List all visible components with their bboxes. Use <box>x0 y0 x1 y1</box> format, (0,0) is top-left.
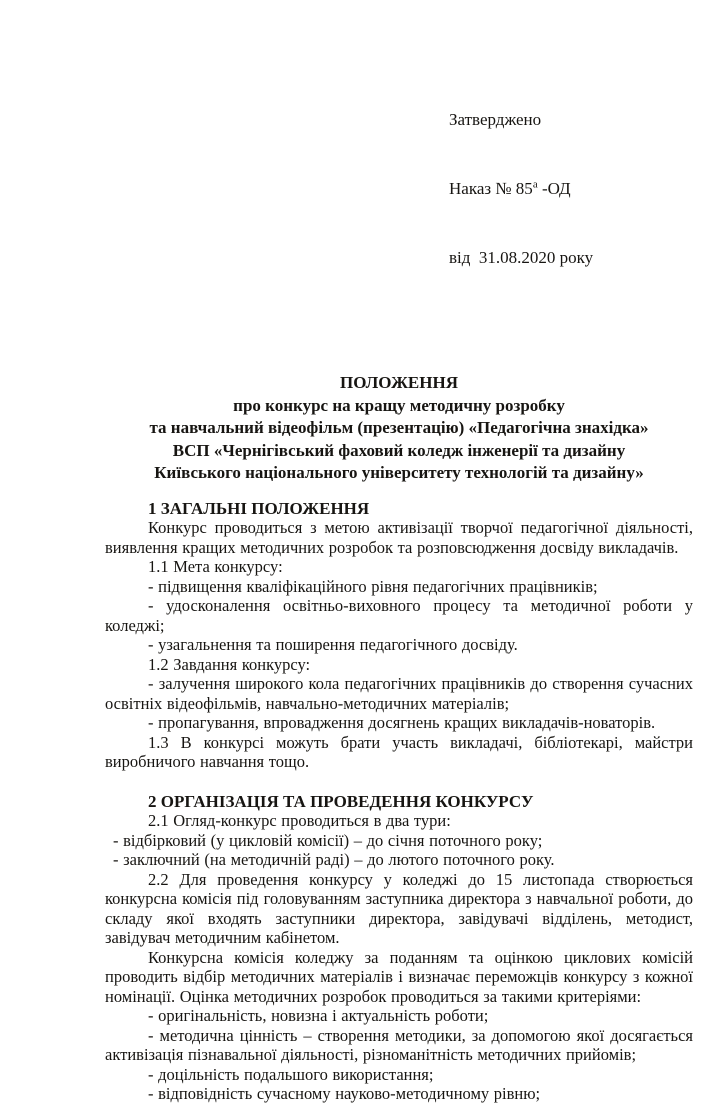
title-line-2: про конкурс на кращу методичну розробку <box>233 395 565 415</box>
section-organization <box>105 792 693 1104</box>
list-item: - методична цінність – створення методики, за допомогою якої досягається активізація пізнавальної діяльності, різноманітність методичних прийомів; <box>105 1025 693 1064</box>
clause-1-1: 1.1 Мета конкурсу: <box>148 557 283 576</box>
section-2-heading: 2 ОРГАНІЗАЦІЯ ТА ПРОВЕДЕННЯ КОНКУРСУ <box>148 791 534 811</box>
list-item: - підвищення кваліфікаційного рівня педагогічних працівників; <box>148 576 598 596</box>
list-item: - доцільність подальшого використання; <box>148 1064 434 1084</box>
list-item: - заключний (на методичній раді) – до лютого поточного року. <box>113 850 555 869</box>
clause-2-2: 2.2 Для проведення конкурсу у коледжі до 15 листопада створюється конкурсна комісія під головуванням заступника директора з навчальної роботи, до складу якої входять заступники директора, завідувачі відділень, методист, завідувач методичним кабінетом. <box>105 869 693 947</box>
section-general-provisions <box>105 499 693 772</box>
list-item: - відбірковий (у цикловій комісії) – до січня поточного року; <box>113 830 543 850</box>
list-item: - удосконалення освітньо-виховного процесу та методичної роботи у коледжі; <box>105 596 693 635</box>
title-line-5: Київського національного університету технологій та дизайну» <box>154 463 644 482</box>
clause-2-1: 2.1 Огляд-конкурс проводиться в два тури: <box>148 811 451 830</box>
paragraph: Конкурсна комісія коледжу за поданням та оцінкою циклових комісій проводить відбір методичних матеріалів і визначає переможців конкурсу з кожної номінації. Оцінка методичних розробок проводиться за такими критеріями: <box>105 947 693 1006</box>
order-number-superscript: а <box>532 178 538 191</box>
list-item: - відповідність сучасному науково-методичному рівню; <box>148 1084 541 1103</box>
list-item: - залучення широкого кола педагогічних працівників до створення сучасних освітніх відеофільмів, навчально-методичних матеріалів; <box>105 674 693 713</box>
title-line-1: ПОЛОЖЕННЯ <box>340 373 458 392</box>
list-item: - пропагування, впровадження досягнень кращих викладачів-новаторів. <box>148 713 656 732</box>
paragraph: Конкурс проводиться з метою активізації творчої педагогічної діяльності, виявлення кращих методичних розробок та розповсюдження досвіду викладачів. <box>105 518 693 557</box>
document-title <box>105 372 693 485</box>
clause-1-3: 1.3 В конкурсі можуть брати участь викладачі, бібліотекарі, майстри виробничого навчання тощо. <box>105 732 693 771</box>
order-date-line: від 31.08.2020 року <box>449 248 594 267</box>
approval-label: Затверджено <box>449 110 542 129</box>
order-number-prefix: Наказ № 85 <box>449 179 533 198</box>
list-item: - оригінальність, новизна і актуальність роботи; <box>148 1006 489 1025</box>
order-number-suffix: -ОД <box>537 179 571 198</box>
title-line-4: ВСП «Чернігівський фаховий коледж інженерії та дизайну <box>172 440 626 460</box>
list-item: - узагальнення та поширення педагогічного досвіду. <box>148 635 518 654</box>
approval-block <box>449 62 693 315</box>
section-1-heading: 1 ЗАГАЛЬНІ ПОЛОЖЕННЯ <box>148 498 370 518</box>
title-line-3: та навчальний відеофільм (презентацію) «Педагогічна знахідка» <box>149 418 649 437</box>
order-number-line <box>449 177 693 200</box>
clause-1-2: 1.2 Завдання конкурсу: <box>148 654 311 674</box>
